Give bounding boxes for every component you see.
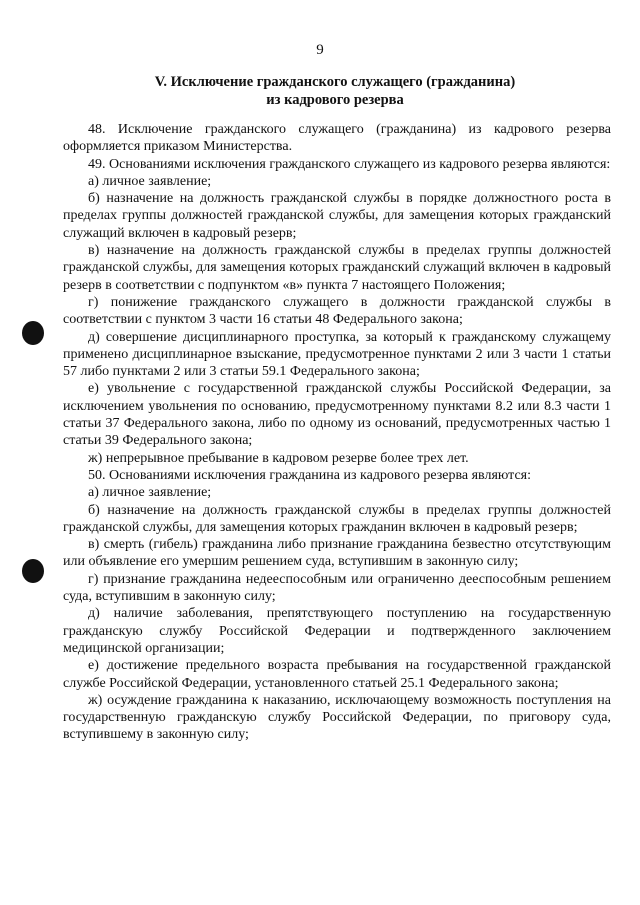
section-title-line: из кадрового резерва	[266, 92, 404, 108]
list-item: д) наличие заболевания, препятствующего поступлению на государственную гражданскую службу Российской Федерации и подтвержденного заключением медицинской организации;	[63, 606, 611, 656]
list-item: б) назначение на должность гражданской службы в порядке должностного роста в пределах группы должностей гражданской службы, для замещения которых гражданский служащий включен в кадровый резерв;	[63, 191, 611, 241]
paragraph: 49. Основаниями исключения гражданского служащего из кадрового резерва являются:	[88, 156, 611, 172]
paragraph: 50. Основаниями исключения гражданина из кадрового резерва являются:	[88, 467, 532, 483]
paragraph: 48. Исключение гражданского служащего (гражданина) из кадрового резерва оформляется приказом Министерства.	[63, 122, 611, 155]
list-item: в) назначение на должность гражданской службы в пределах группы должностей гражданской службы, для замещения которых гражданский служащий включен в кадровый резерв в соответствии с подпунктом «в» пункта 7 настоящего Положения;	[63, 243, 611, 293]
list-item: е) увольнение с государственной гражданской службы Российской Федерации, за исключением увольнения по основанию, предусмотренному пунктами 8.2 или 8.3 части 1 статьи 37 Федерального закона, либо по одному из оснований, предусмотренных частью 1 статьи 39 Федерального закона;	[63, 381, 611, 449]
list-item: е) достижение предельного возраста пребывания на государственной гражданской службе Российской Федерации, установленного статьей 25.1 Федерального закона;	[63, 658, 611, 691]
list-item: ж) осуждение гражданина к наказанию, исключающему возможность поступления на государственную гражданскую службу Российской Федерации, по приговору суда, вступившему в законную силу;	[63, 692, 611, 743]
list-item: а) личное заявление;	[88, 173, 212, 189]
list-item: г) признание гражданина недееспособным или ограниченно дееспособным решением суда, вступившим в законную силу;	[63, 571, 611, 605]
list-item: г) понижение гражданского служащего в должности гражданской службы в соответствии с пунктом 3 части 16 статьи 48 Федерального закона;	[63, 294, 611, 328]
section-title	[60, 73, 610, 109]
list-item: а) личное заявление;	[88, 485, 212, 501]
punch-hole-mark	[22, 321, 44, 345]
list-item: д) совершение дисциплинарного проступка, за который к гражданскому служащему применено дисциплинарное взыскание, предусмотренное пунктами 2 или 3 части 1 статьи 57 либо пунктами 2 или 3 статьи 59.1 Федерального закона;	[63, 329, 611, 380]
page-number: 9	[316, 42, 324, 58]
list-item: в) смерть (гибель) гражданина либо признание гражданина безвестно отсутствующим или объявление его умершим решением суда, вступившим в законную силу;	[63, 537, 611, 570]
punch-hole-mark	[22, 559, 44, 583]
section-title-line: V. Исключение гражданского служащего (гражданина)	[154, 74, 516, 90]
list-item: ж) непрерывное пребывание в кадровом резерве более трех лет.	[88, 450, 469, 466]
list-item: б) назначение на должность гражданской службы в пределах группы должностей гражданской службы, для замещения которых гражданин включен в кадровый резерв;	[63, 502, 611, 535]
document-body	[63, 121, 611, 744]
